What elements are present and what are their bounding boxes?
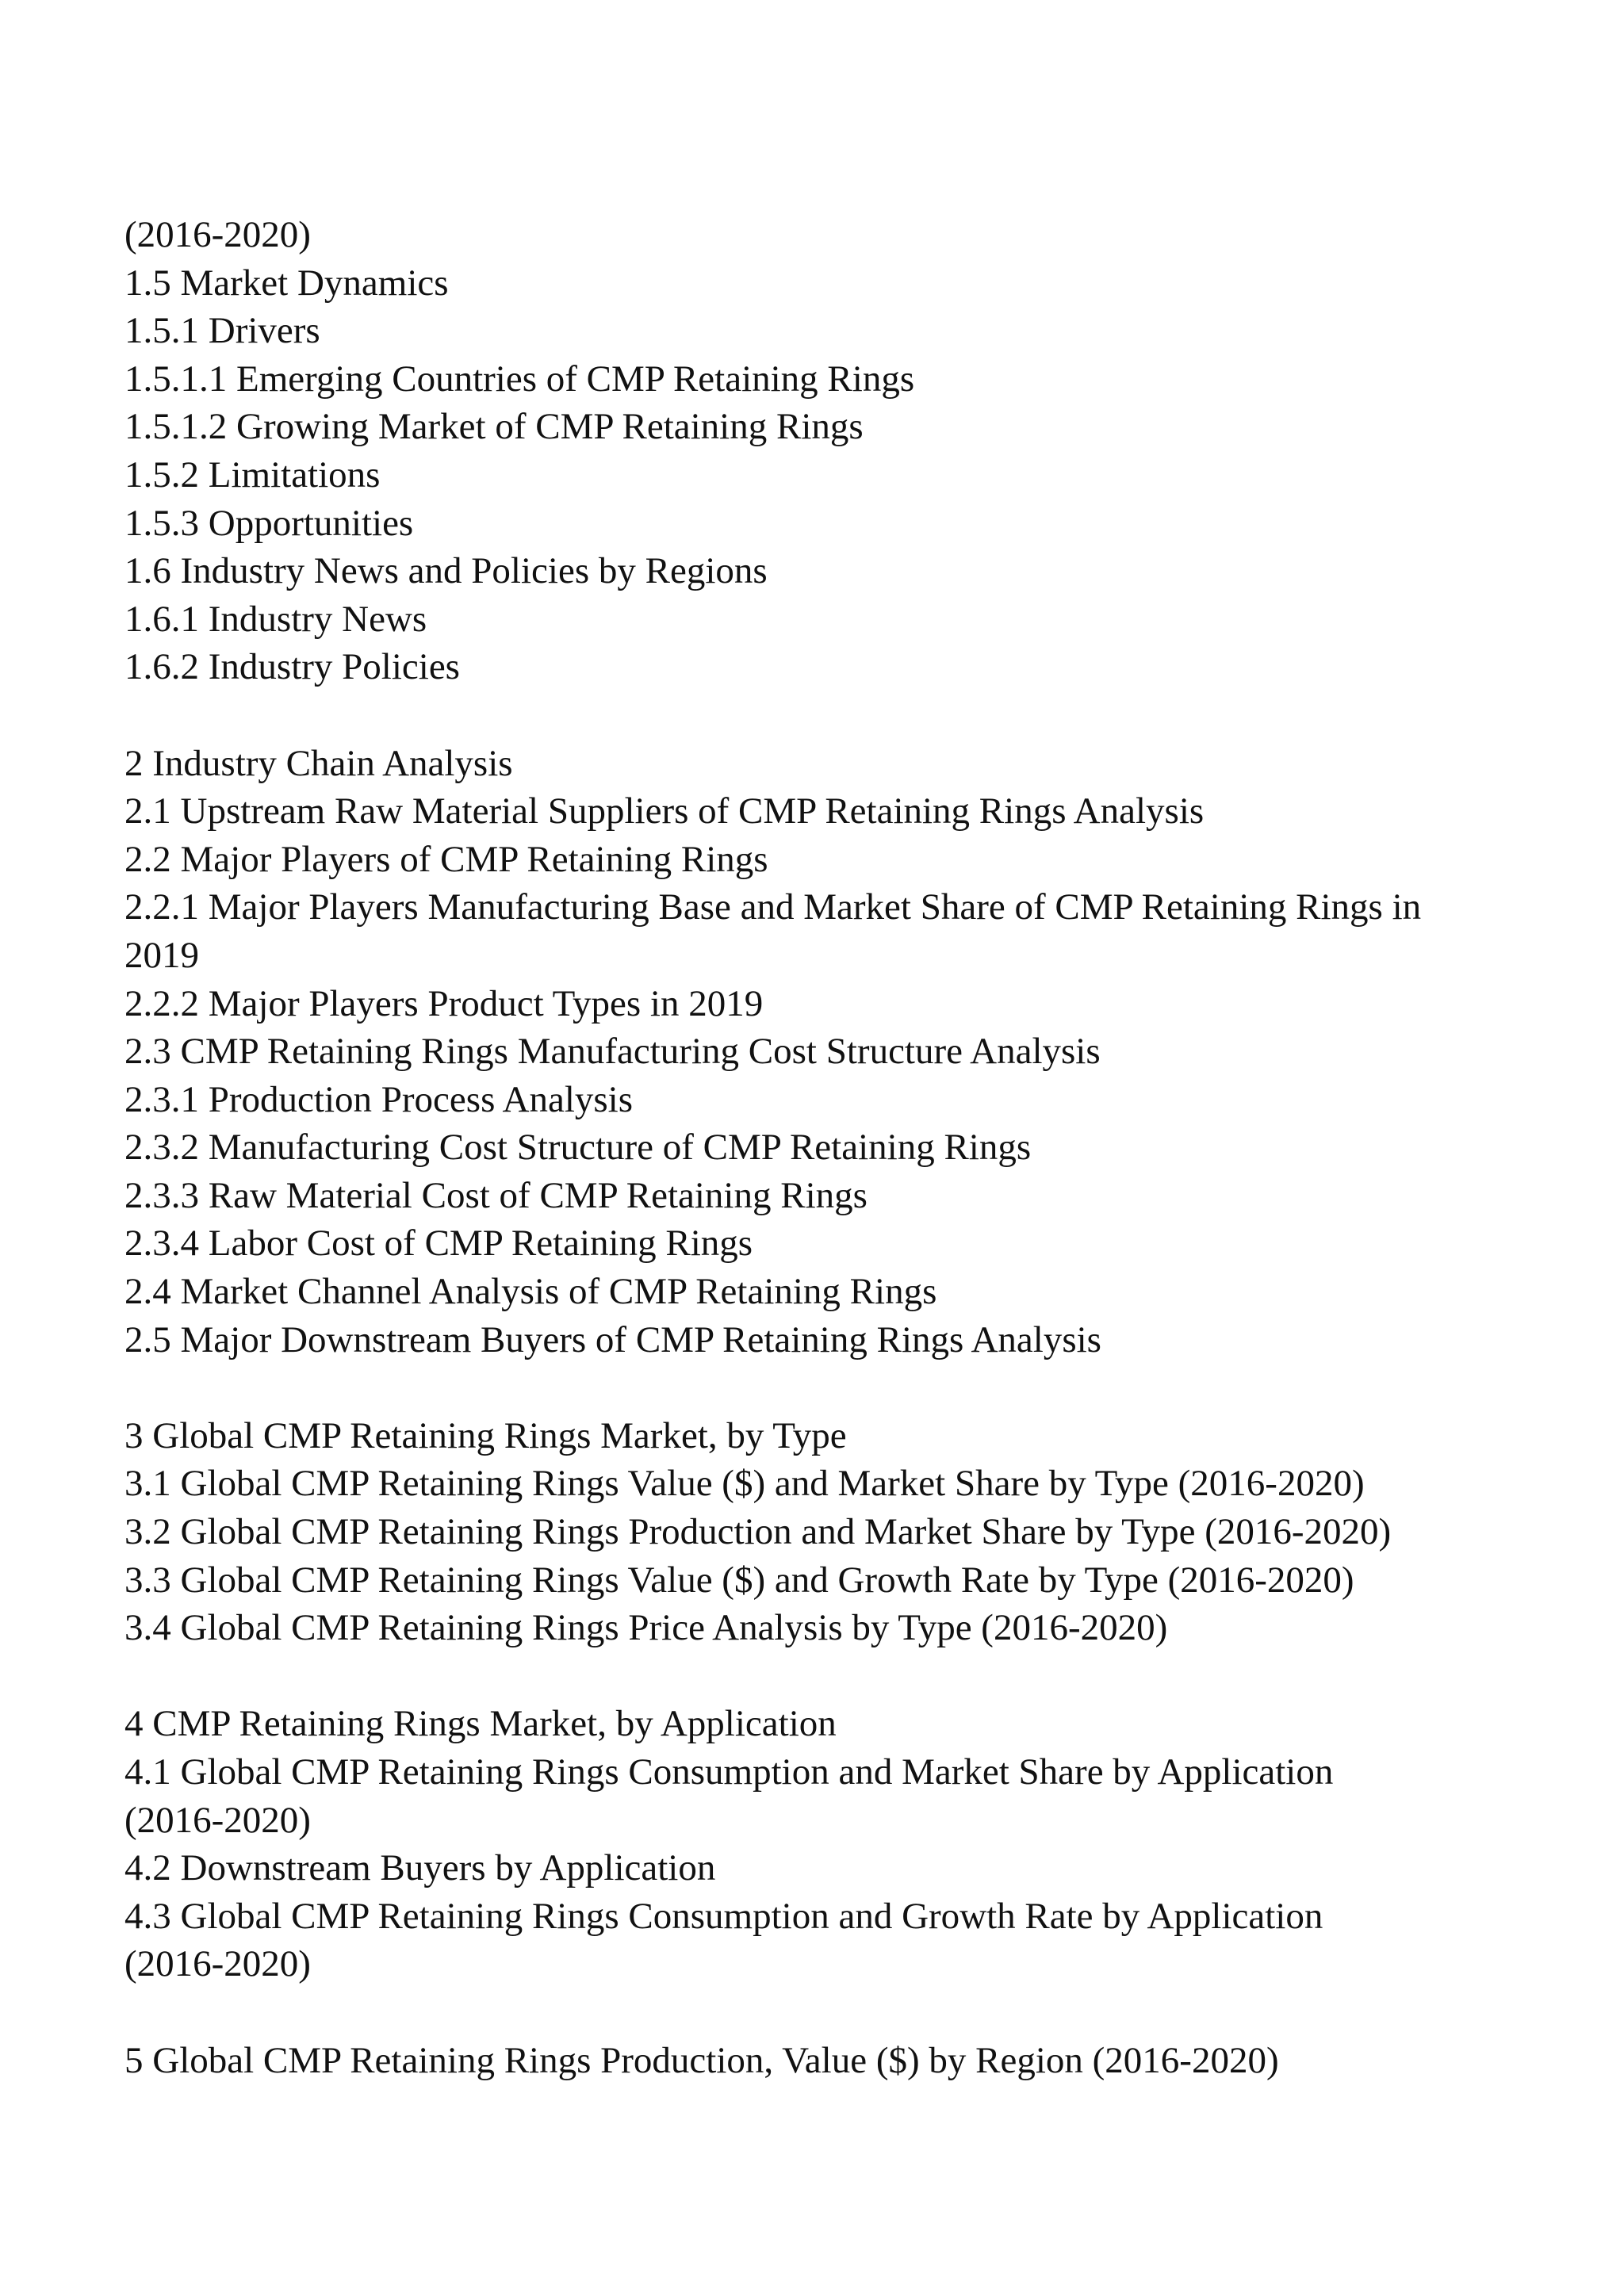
section-gap: [124, 1364, 1552, 1412]
toc-line: 1.5.2 Limitations: [124, 453, 381, 496]
toc-section-heading: 3 Global CMP Retaining Rings Market, by Type: [124, 1414, 847, 1456]
toc-line: 1.5.3 Opportunities: [124, 502, 414, 544]
toc-section-heading: 4 CMP Retaining Rings Market, by Application: [124, 1703, 837, 1745]
toc-line: 3.3 Global CMP Retaining Rings Value ($) and Growth Rate by Type (2016-2020): [124, 1559, 1354, 1601]
toc-line: 2.3.3 Raw Material Cost of CMP Retaining Rings: [124, 1174, 868, 1216]
toc-line: 4.2 Downstream Buyers by Application: [124, 1847, 716, 1889]
toc-line: (2016-2020): [124, 214, 311, 255]
toc-section-heading: 2 Industry Chain Analysis: [124, 742, 513, 784]
toc-line: 1.5.1.1 Emerging Countries of CMP Retaining Rings: [124, 358, 915, 400]
toc-line: 2.5 Major Downstream Buyers of CMP Retaining Rings Analysis: [124, 1318, 1101, 1360]
toc-line: 2.3 CMP Retaining Rings Manufacturing Cost Structure Analysis: [124, 1031, 1101, 1073]
table-of-contents: [124, 211, 1552, 2084]
toc-line: 4.1 Global CMP Retaining Rings Consumption and Market Share by Application: [124, 1751, 1334, 1793]
toc-line: 4.3 Global CMP Retaining Rings Consumption and Growth Rate by Application: [124, 1895, 1323, 1937]
toc-line: 1.5.1.2 Growing Market of CMP Retaining Rings: [124, 406, 864, 448]
toc-line: 2.1 Upstream Raw Material Suppliers of CMP Retaining Rings Analysis: [124, 790, 1205, 832]
toc-line: 2.2.1 Major Players Manufacturing Base and Market Share of CMP Retaining Rings in: [124, 886, 1422, 928]
toc-line: 3.1 Global CMP Retaining Rings Value ($) and Market Share by Type (2016-2020): [124, 1463, 1365, 1505]
toc-section-heading: 5 Global CMP Retaining Rings Production, Value ($) by Region (2016-2020): [124, 2039, 1279, 2081]
toc-line: 1.6 Industry News and Policies by Regions: [124, 550, 768, 592]
section-gap: [124, 1652, 1552, 1701]
toc-line: 2.3.4 Labor Cost of CMP Retaining Rings: [124, 1223, 753, 1265]
toc-line: 1.6.1 Industry News: [124, 598, 427, 640]
toc-line: 2.3.2 Manufacturing Cost Structure of CMP Retaining Rings: [124, 1127, 1032, 1169]
section-gap: [124, 1988, 1552, 2037]
section-gap: [124, 691, 1552, 740]
toc-line: (2016-2020): [124, 1943, 311, 1985]
toc-line: 1.5 Market Dynamics: [124, 262, 449, 304]
toc-line: 3.2 Global CMP Retaining Rings Production and Market Share by Type (2016-2020): [124, 1511, 1392, 1553]
toc-line: 1.6.2 Industry Policies: [124, 646, 460, 688]
toc-line: (2016-2020): [124, 1799, 311, 1841]
toc-line: 2019: [124, 934, 199, 976]
toc-line: 2.3.1 Production Process Analysis: [124, 1078, 634, 1120]
toc-line: 2.2 Major Players of CMP Retaining Rings: [124, 838, 768, 880]
toc-line: 3.4 Global CMP Retaining Rings Price Analysis by Type (2016-2020): [124, 1607, 1168, 1649]
toc-line: 1.5.1 Drivers: [124, 310, 320, 352]
toc-line: 2.4 Market Channel Analysis of CMP Retaining Rings: [124, 1271, 937, 1313]
toc-line: 2.2.2 Major Players Product Types in 2019: [124, 982, 764, 1024]
